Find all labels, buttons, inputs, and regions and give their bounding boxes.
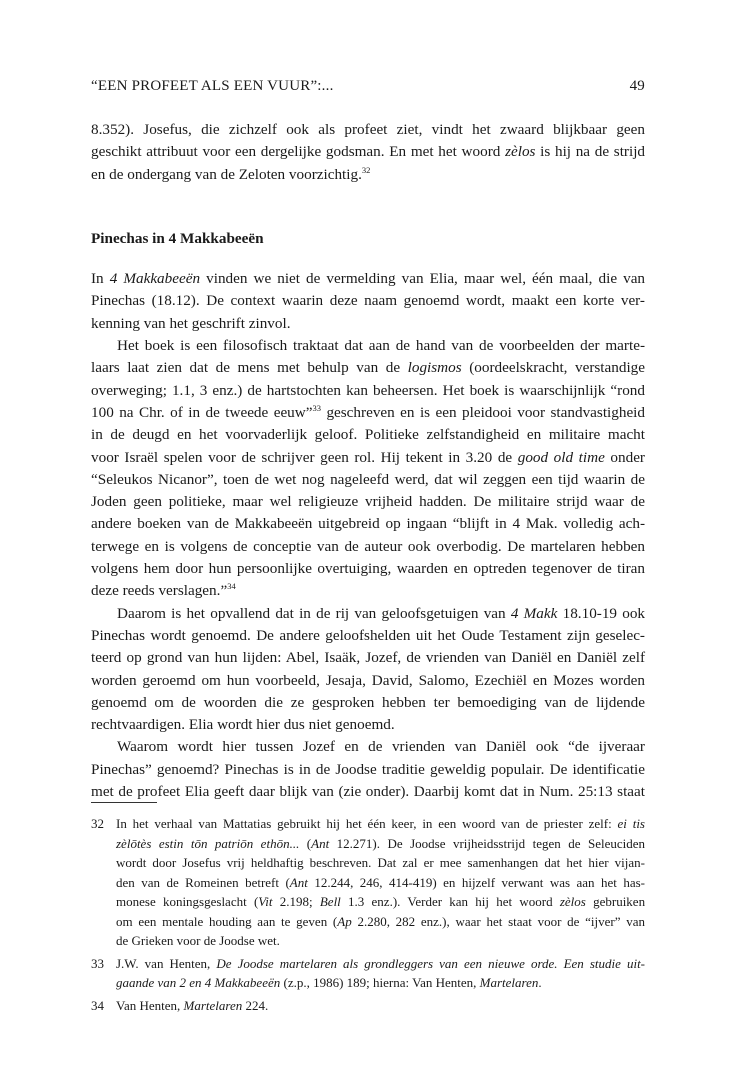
note-line: J.W. van Henten, De Joodse martelaren als grondleggers van een nieuwe orde. Een studie uit-: [116, 955, 646, 971]
footnote-number: 33: [91, 955, 104, 971]
text-line: teerd op grond van hun lijden: Abel, Isaäk, Jozef, de vrienden van Daniël en Daniël zelf: [91, 649, 645, 667]
note-line: wordt door Josefus vrij heldhaftig beschreven. Dat zal er mee samenhangen dat het hier vijan-: [116, 855, 645, 870]
text-line: genoemd om de woorden die ze gesproken hebben ter bemoediging van de lijdende: [91, 693, 645, 711]
text-line: “Seleukos Nicanor”, toen de wet nog nageleefd werd, dat wil zeggen een tijd waarin de: [91, 470, 645, 488]
text-line: met de profeet Elia geeft daar blijk van (zie onder). Daarbij komt dat in Num. 25:13 staat: [91, 783, 645, 801]
text-line: In 4 Makkabeeën vinden we niet de vermelding van Elia, maar wel, één maal, die van: [91, 270, 646, 288]
text-line: en de ondergang van de Zeloten voorzichtig.$^{32}$: [91, 164, 371, 183]
text-line: Pinechas wordt genoemd. De andere geloofshelden uit het Oude Testament zijn geselec-: [91, 626, 645, 644]
note-line: den van de Romeinen betreft (Ant 12.244, 246, 414-419) en hijzelf verwant was aan het has-: [116, 874, 646, 890]
text-line: 100 na Chr. of in de tweede eeuw”$^{33}$ geschreven en is een pleidooi voor standvastigheid: [91, 402, 645, 421]
text-line: Joden geen politieke, maar wel religieuze vrijheid hadden. De militaire strijd waar de: [91, 493, 645, 511]
text-line: Het boek is een filosofisch traktaat dat aan de hand van de voorbeelden der marte-: [117, 337, 645, 355]
paragraph: [91, 736, 645, 803]
text-line: Waarom wordt hier tussen Jozef en de vrienden van Daniël ook “de ijveraar: [117, 738, 645, 756]
footnote-number: 34: [91, 997, 104, 1013]
note-line: om een mentale houding aan te geven (Ap 2.280, 282 enz.), waar het staat voor de “ijver” van: [116, 913, 646, 929]
paragraph: [91, 119, 645, 186]
running-title: “EEN PROFEET ALS EEN VUUR”:...: [91, 78, 334, 94]
note-line: Van Henten, Martelaren 224.: [116, 997, 269, 1013]
footnote-divider: [91, 802, 157, 803]
text-line: 8.352). Josefus, die zichzelf ook als profeet ziet, vindt het zwaard blijkbaar geen: [91, 121, 645, 138]
footnote-33: [91, 954, 645, 993]
page-number: 49: [629, 78, 645, 94]
footnote-ref[interactable]: 32: [361, 164, 371, 175]
footnote-ref[interactable]: 34: [227, 581, 236, 592]
text-line: Pinechas” genoemd? Pinechas is in de Joodse traditie geweldig populair. De identificatie: [91, 760, 645, 778]
footnote-32: [91, 814, 645, 951]
main-text: [91, 119, 645, 803]
text-line: rechtvaardigen. Elia wordt hier dus niet genoemd.: [91, 716, 395, 734]
section-heading: Pinechas in 4 Makkabeeën: [91, 229, 264, 247]
footnote-34: [91, 996, 645, 1016]
text-line: voor Israël spelen voor de schrijver geen rol. Hij tekent in 3.20 de good old time onder: [91, 448, 645, 466]
note-line: gaande van 2 en 4 Makkabeeën (z.p., 1986) 189; hierna: Van Henten, Martelaren.: [116, 975, 542, 990]
note-line: zèlōtès estin tōn patriōn ethōn... (Ant 12.271). De Joodse vrijheidsstrijd tegen de Seleuciden: [116, 835, 646, 851]
text-line: Pinechas (18.12). De context waarin deze naam genoemd wordt, maakt een korte ver-: [91, 292, 645, 310]
text-line: geschikt attribuut voor een dergelijke godsman. En met het woord zèlos is hij na de strijd: [91, 143, 646, 161]
footnotes: [91, 814, 645, 1018]
note-line: monese koningsgeslacht (Vit 2.198; Bell 1.3 enz.). Verder kan hij het woord zèlos gebruiken: [116, 894, 646, 909]
text-line: terwege en is volgens de conceptie van de auteur ook overbodig. De martelaren hebben: [91, 537, 645, 555]
footnote-number: 32: [91, 816, 104, 831]
text-line: overweging; 1.1, 3 enz.) de hartstochten kan beheersen. Het boek is waarschijnlijk “rond: [91, 381, 645, 399]
paragraph: [91, 603, 645, 737]
paragraph: [91, 335, 645, 603]
paragraph: [91, 268, 645, 335]
text-line: andere boeken van de Makkabeeën uitgebreid op ingaan “blijft in 4 Mak. volledig ach-: [91, 515, 645, 533]
text-line: kenning van het geschrift zinvol.: [91, 314, 291, 332]
text-line: Daarom is het opvallend dat in de rij van geloofsgetuigen van 4 Makk 18.10-19 ook: [117, 604, 646, 622]
text-line: worden geroemd om hun voorbeeld, Jesaja, David, Salomo, Ezechiël en Mozes worden: [91, 671, 645, 689]
text-line: deze reeds verslagen.”$^{34}$: [91, 581, 236, 600]
footnote-ref[interactable]: 33: [312, 402, 321, 413]
text-line: laars laat zien dat de mens met behulp van de logismos (oordeelskracht, verstandige: [91, 359, 646, 377]
note-line: In het verhaal van Mattatias gebruikt hij het één keer, in een woord van de priester zelf: ei tis: [116, 816, 645, 831]
note-line: de Grieken voor de Joodse wet.: [116, 933, 280, 948]
text-line: volgens hem door hun persoonlijke overtuiging, waarden en optreden tegenover de tiran: [91, 560, 645, 578]
text-line: in de deugd en het voorvaderlijk geloof. Politieke zelfstandigheid en militaire macht: [91, 426, 645, 444]
running-header: [91, 78, 645, 95]
